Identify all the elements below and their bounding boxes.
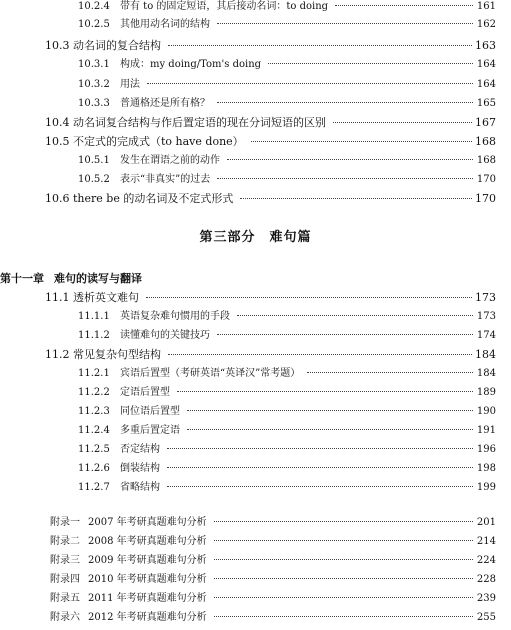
entry-title: 定语后置型	[120, 387, 170, 398]
entry-title: 动名词复合结构与作后置定语的现在分词短语的区别	[73, 116, 326, 129]
toc-appendix-2	[50, 535, 496, 549]
entry-page: 199	[476, 482, 496, 493]
entry-number: 10.3.3	[78, 98, 110, 109]
toc-entry-11-2-3	[78, 405, 496, 419]
dot-leader	[168, 45, 472, 46]
entry-title: 发生在谓语之前的动作	[120, 155, 220, 166]
entry-page: 164	[476, 79, 496, 90]
toc-entry-10-3-1	[78, 58, 496, 72]
chapter-number: 第十一章	[0, 272, 44, 285]
entry-title: 其他用动名词的结构	[120, 19, 210, 30]
toc-entry-11-2-7	[78, 481, 496, 495]
dot-leader	[217, 334, 473, 335]
toc-entry-10-3-3	[78, 97, 496, 111]
entry-title: 常见复杂句型结构	[73, 348, 161, 361]
entry-title: there be 的动名词及不定式形式	[73, 192, 234, 205]
chapter-title: 难句的读写与翻译	[54, 272, 142, 285]
dot-leader	[217, 102, 473, 103]
chapter-heading	[0, 270, 142, 286]
dot-leader	[217, 178, 473, 179]
entry-page: 168	[475, 135, 496, 148]
dot-leader	[214, 540, 473, 541]
entry-page: 167	[475, 116, 496, 129]
appendix-number: 附录四	[50, 574, 80, 585]
toc-entry-10-5-2	[78, 173, 496, 187]
entry-number: 11.1.1	[78, 311, 110, 322]
entry-page: 190	[476, 406, 496, 417]
entry-title: 否定结构	[120, 444, 160, 455]
entry-title: 透析英文难句	[73, 291, 139, 304]
dot-leader	[187, 410, 473, 411]
entry-title: 构成：my doing/Tom's doing	[120, 59, 262, 70]
toc-appendix-5	[50, 592, 496, 606]
dot-leader	[167, 486, 473, 487]
appendix-title: 2008 年考研真题难句分析	[88, 536, 207, 547]
dot-leader	[214, 578, 473, 579]
entry-title: 表示“非真实”的过去	[120, 174, 211, 185]
entry-page: 184	[476, 368, 496, 379]
toc-entry-11-2-2	[78, 386, 496, 400]
dot-leader	[335, 5, 473, 6]
entry-number: 10.3.1	[78, 59, 110, 70]
dot-leader	[214, 559, 473, 560]
entry-page: 170	[476, 174, 496, 185]
toc-entry-11-2-1	[78, 367, 496, 381]
dot-leader	[268, 63, 473, 64]
entry-page: 163	[475, 39, 496, 52]
dot-leader	[214, 597, 473, 598]
entry-number: 10.4	[45, 116, 70, 129]
entry-title: 英语复杂难句惯用的手段	[120, 311, 230, 322]
toc-entry-10-2-4	[78, 0, 496, 14]
toc-entry-11-1	[45, 291, 496, 305]
entry-number: 10.5.1	[78, 155, 110, 166]
entry-number: 11.2.1	[78, 368, 110, 379]
entry-title: 读懂难句的关键技巧	[120, 330, 210, 341]
dot-leader	[227, 159, 473, 160]
dot-leader	[333, 122, 472, 123]
entry-page: 168	[476, 155, 496, 166]
dot-leader	[214, 521, 473, 522]
toc-appendix-1	[50, 516, 496, 530]
appendix-title: 2007 年考研真题难句分析	[88, 517, 207, 528]
entry-number: 11.2.2	[78, 387, 110, 398]
dot-leader	[177, 391, 473, 392]
toc-entry-11-2-5	[78, 443, 496, 457]
entry-number: 11.2.3	[78, 406, 110, 417]
dot-leader	[167, 467, 473, 468]
entry-title: 宾语后置型（考研英语“英译汉”常考题）	[120, 368, 301, 379]
appendix-title: 2011 年考研真题难句分析	[88, 593, 207, 604]
dot-leader	[217, 23, 473, 24]
toc-entry-10-3	[45, 39, 496, 53]
appendix-number: 附录三	[50, 555, 80, 566]
entry-title: 动名词的复合结构	[73, 39, 161, 52]
entry-title: 同位语后置型	[120, 406, 180, 417]
entry-title: 不定式的完成式（to have done）	[73, 135, 244, 148]
toc-entry-11-1-1	[78, 310, 496, 324]
appendix-number: 附录五	[50, 593, 80, 604]
toc-entry-11-2-4	[78, 424, 496, 438]
entry-page: 198	[476, 463, 496, 474]
part-title: 第三部分 难句篇	[199, 230, 312, 245]
entry-number: 10.2.5	[78, 19, 110, 30]
toc-appendix-3	[50, 554, 496, 568]
appendix-title: 2010 年考研真题难句分析	[88, 574, 207, 585]
entry-title: 多重后置定语	[120, 425, 180, 436]
entry-page: 196	[476, 444, 496, 455]
entry-page: 228	[476, 574, 496, 585]
dot-leader	[237, 315, 473, 316]
toc-entry-10-3-2	[78, 78, 496, 92]
entry-number: 10.5	[45, 135, 70, 148]
entry-page: 173	[476, 311, 496, 322]
toc-appendix-6	[50, 611, 496, 625]
entry-page: 184	[475, 348, 496, 361]
entry-title: 用法	[120, 79, 140, 90]
appendix-number: 附录六	[50, 612, 80, 623]
toc-entry-11-2	[45, 348, 496, 362]
entry-number: 10.2.4	[78, 1, 110, 12]
entry-page: 173	[475, 291, 496, 304]
toc-appendix-4	[50, 573, 496, 587]
appendix-number: 附录一	[50, 517, 80, 528]
appendix-title: 2009 年考研真题难句分析	[88, 555, 207, 566]
entry-number: 10.3	[45, 39, 70, 52]
entry-page: 162	[476, 19, 496, 30]
dot-leader	[168, 354, 472, 355]
dot-leader	[146, 297, 472, 298]
entry-number: 10.6	[45, 192, 70, 205]
entry-number: 10.5.2	[78, 174, 110, 185]
appendix-title: 2012 年考研真题难句分析	[88, 612, 207, 623]
toc-entry-10-5-1	[78, 154, 496, 168]
dot-leader	[167, 448, 473, 449]
entry-number: 11.1	[45, 291, 70, 304]
entry-page: 164	[476, 59, 496, 70]
entry-page: 191	[476, 425, 496, 436]
dot-leader	[187, 429, 473, 430]
entry-page: 224	[476, 555, 496, 566]
entry-page: 201	[476, 517, 496, 528]
entry-title: 普通格还是所有格？	[120, 98, 210, 109]
entry-title: 省略结构	[120, 482, 160, 493]
entry-page: 170	[475, 192, 496, 205]
entry-number: 10.3.2	[78, 79, 110, 90]
dot-leader	[307, 372, 473, 373]
dot-leader	[240, 198, 472, 199]
toc-entry-10-6	[45, 192, 496, 206]
entry-title: 倒装结构	[120, 463, 160, 474]
entry-page: 174	[476, 330, 496, 341]
entry-number: 11.2	[45, 348, 70, 361]
entry-page: 239	[476, 593, 496, 604]
entry-page: 189	[476, 387, 496, 398]
appendix-number: 附录二	[50, 536, 80, 547]
dot-leader	[214, 616, 473, 617]
entry-page: 255	[476, 612, 496, 623]
toc-entry-10-2-5	[78, 18, 496, 32]
entry-page: 214	[476, 536, 496, 547]
entry-page: 165	[476, 98, 496, 109]
toc-entry-10-4	[45, 116, 496, 130]
entry-number: 11.2.7	[78, 482, 110, 493]
entry-number: 11.2.5	[78, 444, 110, 455]
toc-entry-11-2-6	[78, 462, 496, 476]
entry-number: 11.2.4	[78, 425, 110, 436]
entry-page: 161	[476, 1, 496, 12]
entry-title: 带有 to 的固定短语，其后接动名词：to doing	[120, 1, 329, 12]
toc-entry-10-5	[45, 135, 496, 149]
dot-leader	[147, 83, 473, 84]
entry-number: 11.1.2	[78, 330, 110, 341]
toc-entry-11-1-2	[78, 329, 496, 343]
dot-leader	[251, 141, 472, 142]
entry-number: 11.2.6	[78, 463, 110, 474]
